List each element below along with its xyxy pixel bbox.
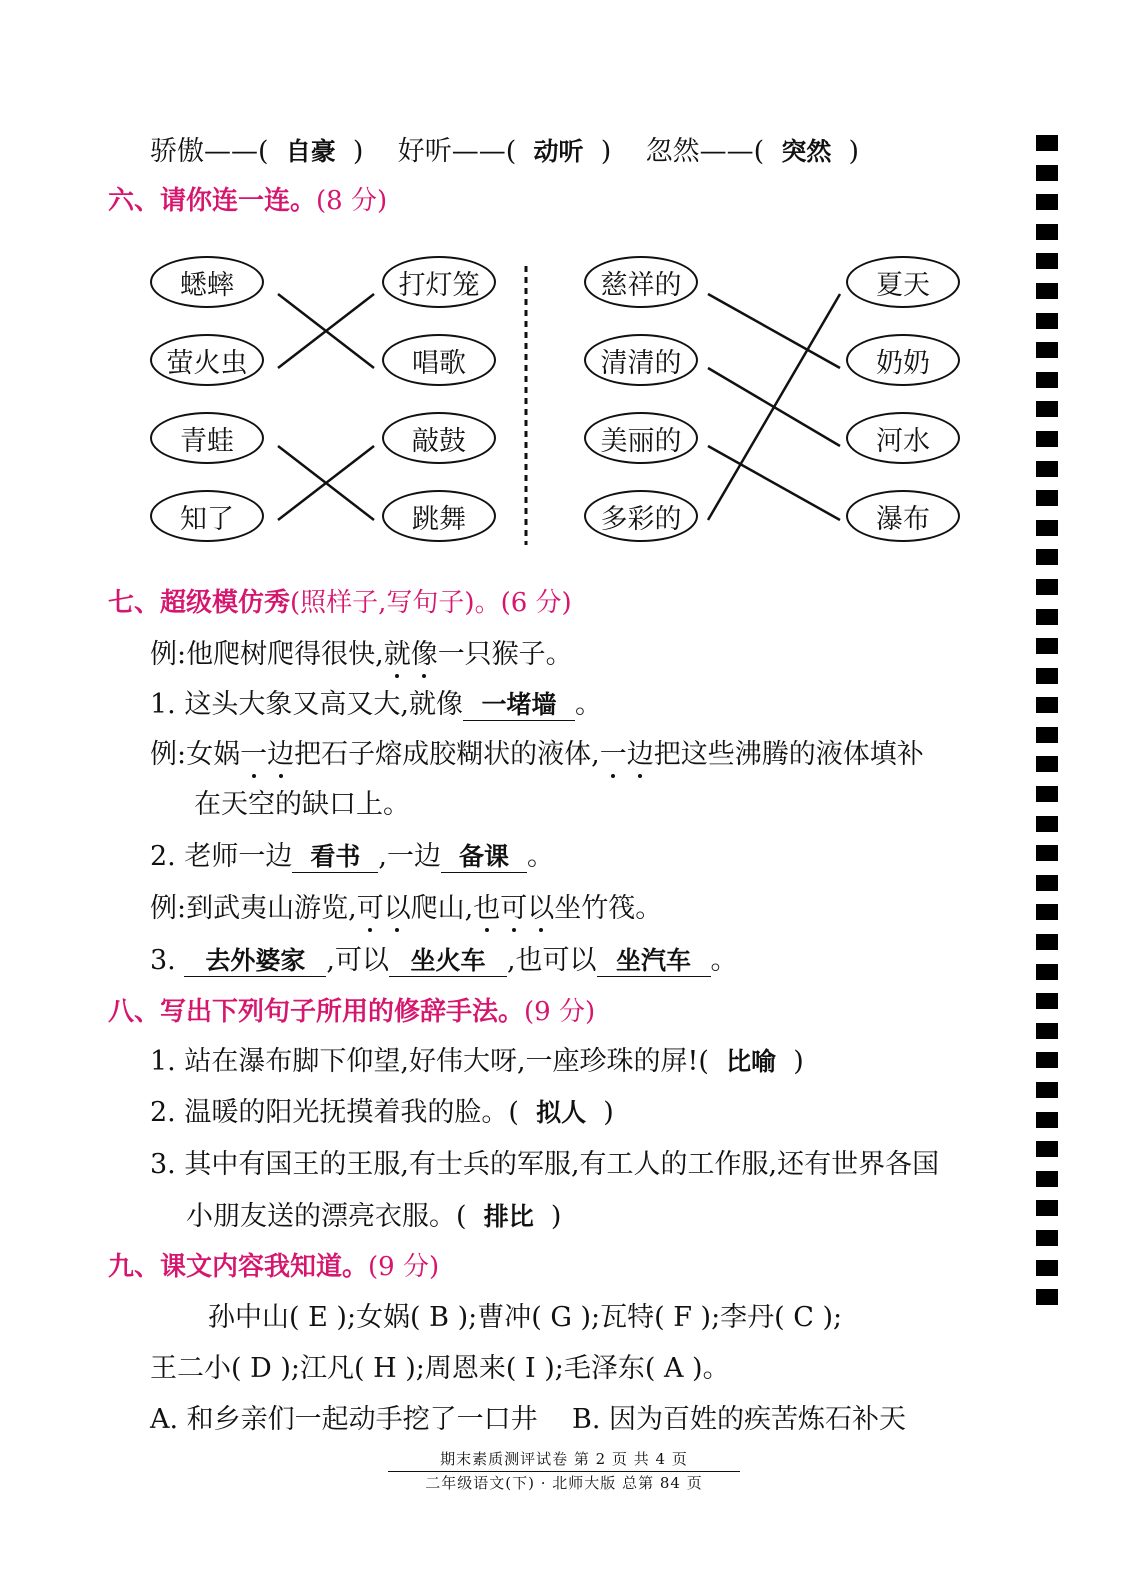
matching-lines xyxy=(0,0,1128,600)
section-7-title: 七、超级模仿秀(照样子,写句子)。(6 分) xyxy=(108,588,572,618)
match-line-5 xyxy=(708,294,840,368)
sec9-line3: A. 和乡亲们一起动手挖了一口井 B. 因为百姓的疾苦炼石补天 xyxy=(150,1404,907,1435)
oval-left-a-3: 知了 xyxy=(150,490,264,542)
oval-right-b-0: 夏天 xyxy=(846,256,960,308)
answer-7-3c: 坐汽车 xyxy=(597,946,711,977)
answer-1: 自豪 xyxy=(285,137,336,166)
oval-right-b-3: 瀑布 xyxy=(846,490,960,542)
top-row: 骄傲——( 自豪 ) 好听——( 动听 ) 忽然——( 突然 ) xyxy=(150,136,860,167)
question-7-2: 2. 老师一边 看书 ,一边 备课 。 xyxy=(150,841,554,872)
answer-7-1: 一堵墙 xyxy=(463,690,575,721)
question-8-3-line2: 小朋友送的漂亮衣服。( 排比 ) xyxy=(186,1201,562,1232)
question-7-3: 3. 去外婆家 ,可以 坐火车 ,也可以 坐汽车 。 xyxy=(150,945,738,976)
oval-left-b-2: 敲鼓 xyxy=(382,412,496,464)
oval-right-b-1: 奶奶 xyxy=(846,334,960,386)
oval-right-a-0: 慈祥的 xyxy=(584,256,698,308)
binding-marks xyxy=(1036,135,1058,1319)
question-7-1: 1. 这头大象又高又大,就像 一堵墙 。 xyxy=(150,689,602,720)
match-line-8 xyxy=(708,294,840,520)
sec9-line1: 孙中山( E );女娲( B );曹冲( G );瓦特( F );李丹( C ); xyxy=(208,1302,843,1333)
question-8-2: 2. 温暖的阳光抚摸着我的脸。( 拟人 ) xyxy=(150,1097,614,1128)
answer-2: 动听 xyxy=(533,137,584,166)
answer-7-2a: 看书 xyxy=(292,842,378,873)
section-6-title: 六、请你连一连。(8 分) xyxy=(108,186,388,216)
question-8-3: 3. 其中有国王的王服,有士兵的军服,有工人的工作服,还有世界各国 xyxy=(150,1149,940,1180)
sec9-line2: 王二小( D );江凡( H );周恩来( I );毛泽东( A )。 xyxy=(150,1353,730,1384)
example-3: 例:到武夷山游览,可以爬山,也可以坐竹筏。 xyxy=(150,893,663,924)
oval-right-a-1: 清清的 xyxy=(584,334,698,386)
answer-7-3a: 去外婆家 xyxy=(184,946,326,977)
oval-left-a-2: 青蛙 xyxy=(150,412,264,464)
footer-line2: 二年级语文(下) · 北师大版 总第 84 页 xyxy=(425,1474,703,1492)
oval-left-b-0: 打灯笼 xyxy=(382,256,496,308)
oval-left-b-1: 唱歌 xyxy=(382,334,496,386)
answer-7-3b: 坐火车 xyxy=(389,946,507,977)
match-line-7 xyxy=(708,446,840,520)
oval-right-b-2: 河水 xyxy=(846,412,960,464)
oval-right-a-2: 美丽的 xyxy=(584,412,698,464)
question-8-1: 1. 站在瀑布脚下仰望,好伟大呀,一座珍珠的屏!( 比喻 ) xyxy=(150,1046,804,1077)
example-2: 例:女娲一边把石子熔成胶糊状的液体,一边把这些沸腾的液体填补 xyxy=(150,739,924,770)
oval-left-b-3: 跳舞 xyxy=(382,490,496,542)
oval-left-a-0: 蟋蟀 xyxy=(150,256,264,308)
footer-line1: 期末素质测评试卷 第 2 页 共 4 页 xyxy=(388,1448,740,1472)
answer-7-2b: 备课 xyxy=(441,842,527,873)
section-8-title: 八、写出下列句子所用的修辞手法。(9 分) xyxy=(108,997,596,1027)
section-9-title: 九、课文内容我知道。(9 分) xyxy=(108,1252,440,1282)
answer-3: 突然 xyxy=(781,137,832,166)
example-2-line2: 在天空的缺口上。 xyxy=(194,789,410,820)
oval-right-a-3: 多彩的 xyxy=(584,490,698,542)
oval-left-a-1: 萤火虫 xyxy=(150,334,264,386)
example-1: 例:他爬树爬得很快,就像一只猴子。 xyxy=(150,639,573,670)
